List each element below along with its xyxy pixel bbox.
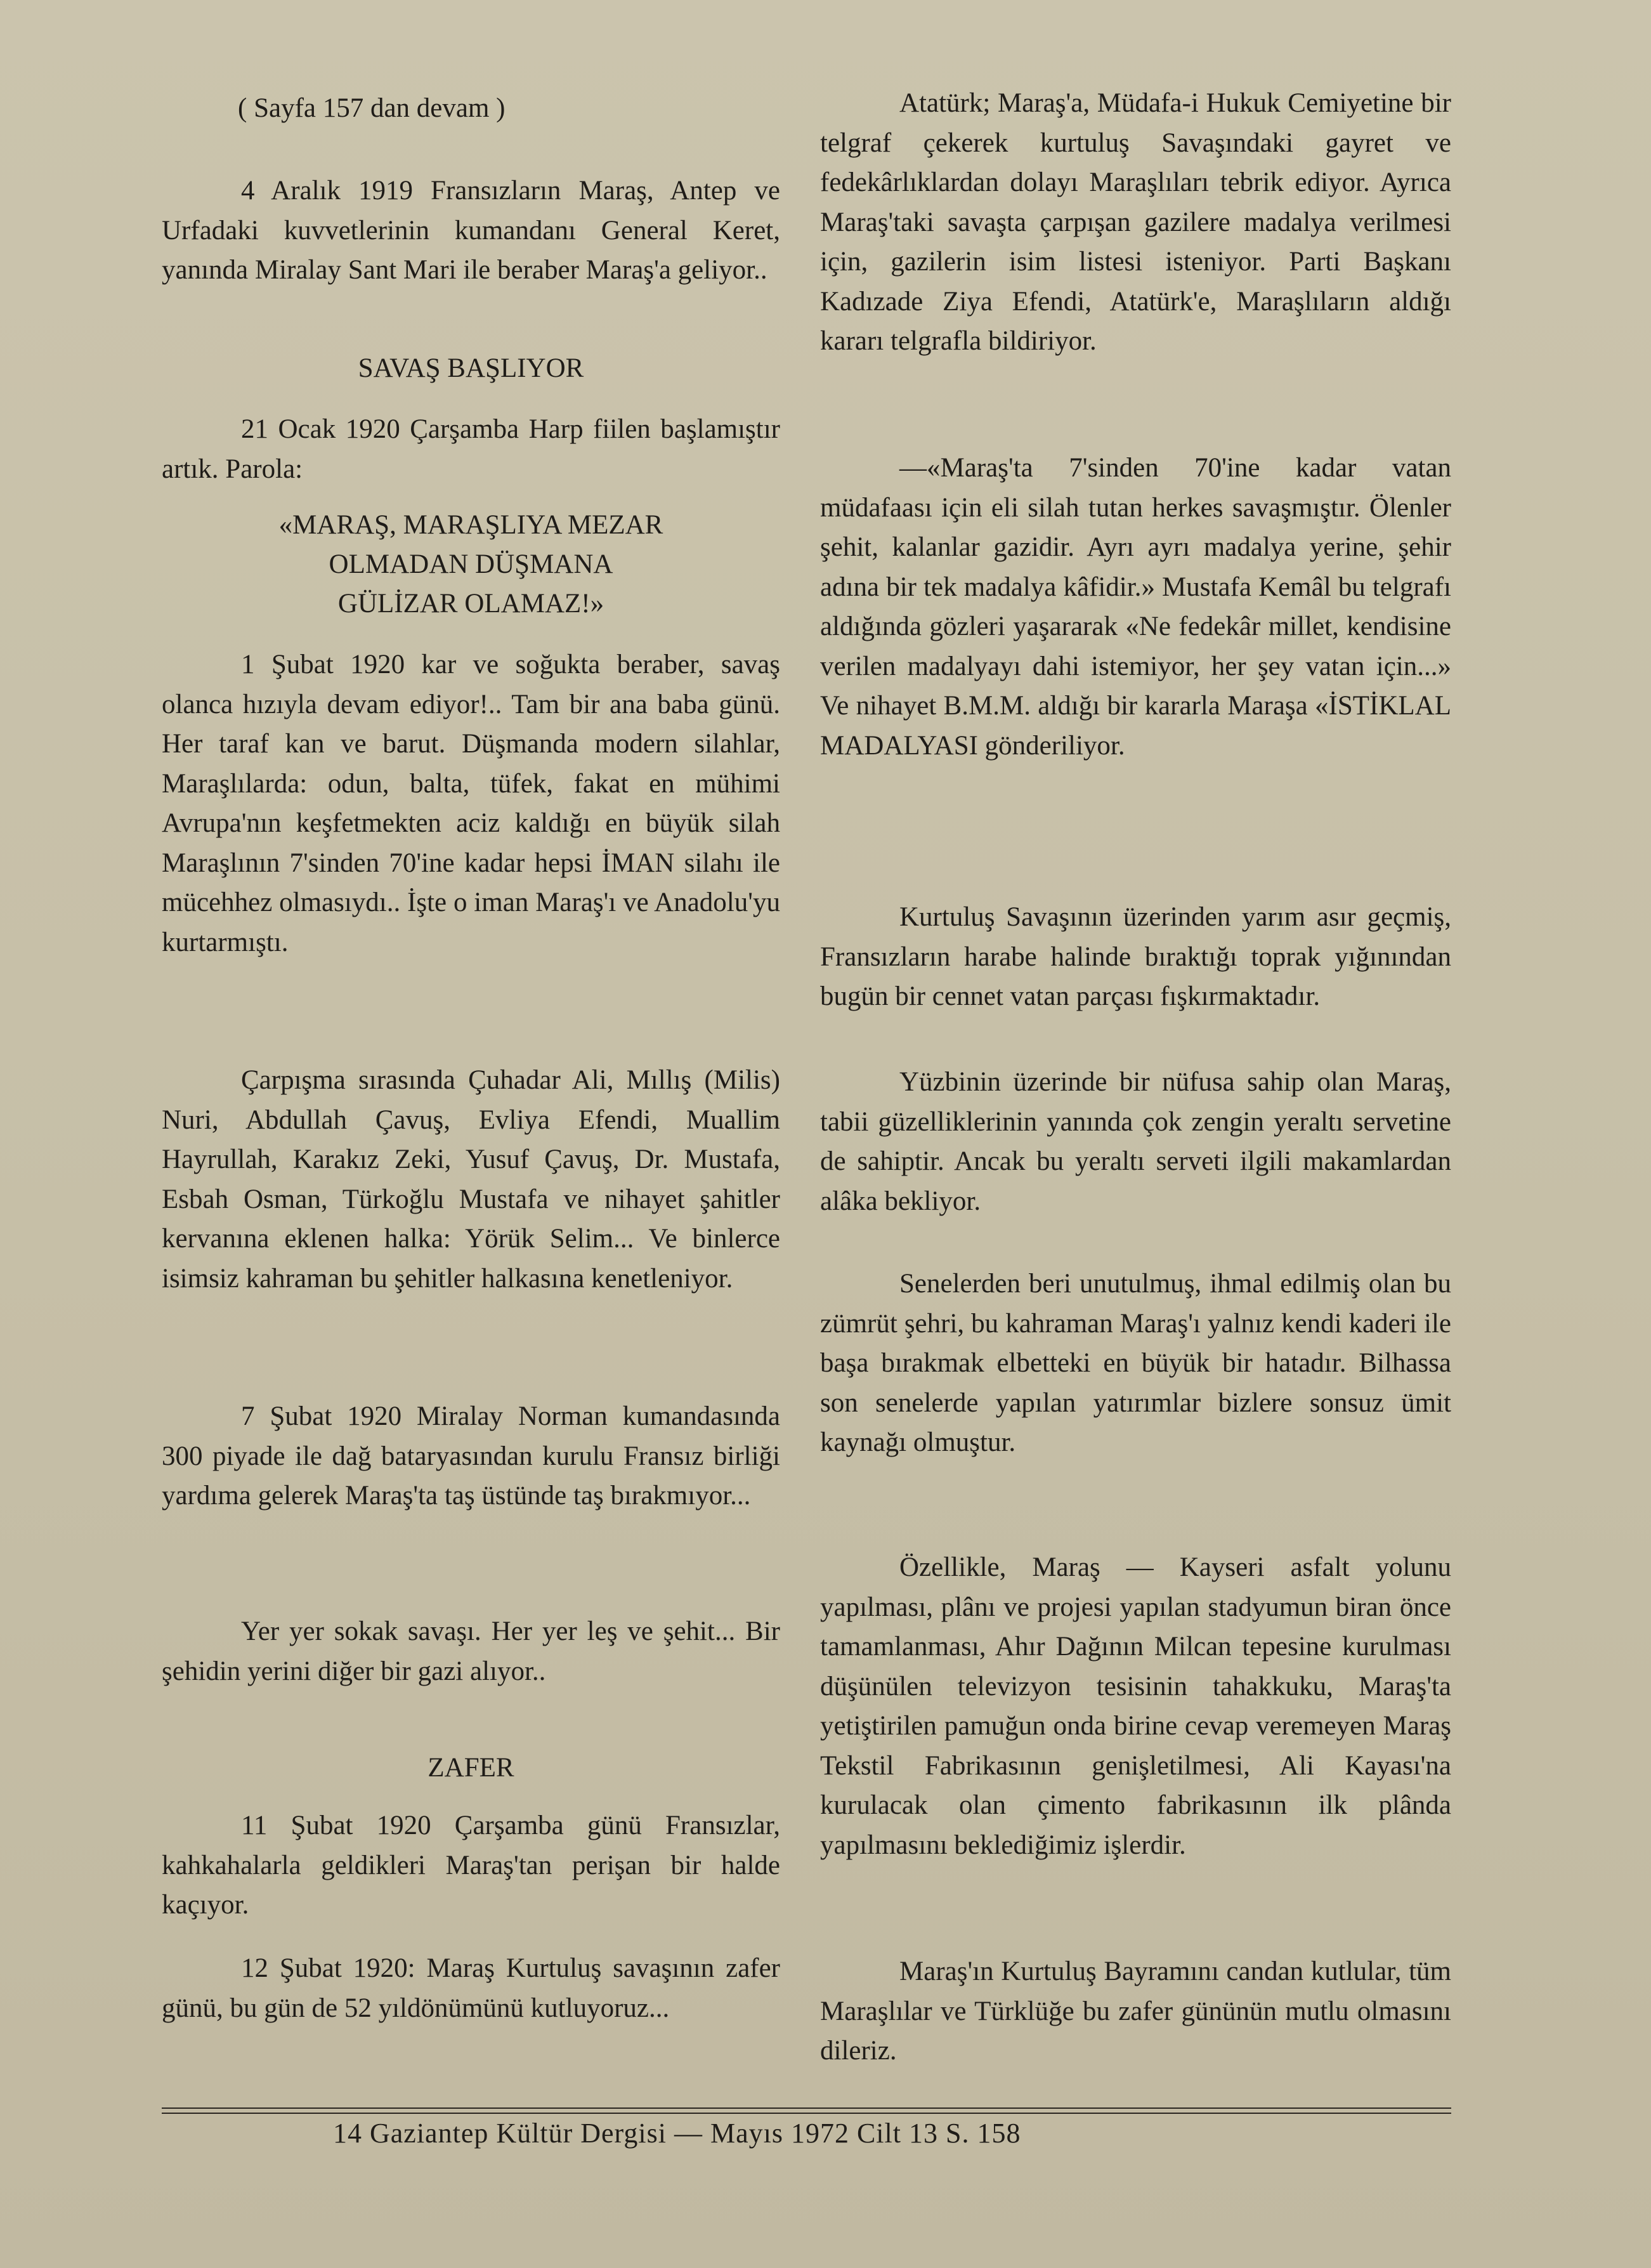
paragraph: Senelerden beri unutulmuş, ihmal edilmiş olan bu zümrüt şehri, bu kahraman Maraş'ı yalnız kendi kaderi ile başa bırakmak elbetteki en büyük bir hatadır. Bilhassa son senelerde yapılan yatırımlar bizlere sonsuz ümit kaynağı olmuştur.: [820, 1269, 1451, 1457]
slogan-line: «MARAŞ, MARAŞLIYA MEZAR: [278, 510, 663, 540]
paragraph: Özellikle, Maraş — Kayseri asfalt yolunu yapılması, plânı ve projesi yapılan stadyumun biran önce tamamlanması, Ahır Dağının Milcan tepesine kurulması düşünülen televizyon tesisinin tahakkuku, Maraş'ta yetiştirilen pamuğun onda birine cevap veremeyen Maraş Tekstil Fabrikasının genişletilmesi, Ali Kayası'na kurulacak olan çimento fabrikasının ilk plânda yapılmasını beklediğimiz işlerdir.: [820, 1552, 1451, 1860]
paragraph: 11 Şubat 1920 Çarşamba günü Fransızlar, kahkahalarla geldikleri Maraş'tan perişan bir halde kaçıyor.: [162, 1811, 780, 1920]
slogan-line: OLMADAN DÜŞMANA: [329, 549, 613, 579]
section-heading-savas: SAVAŞ BAŞLIYOR: [358, 353, 584, 383]
section-heading-zafer: ZAFER: [427, 1753, 514, 1783]
paragraph: 12 Şubat 1920: Maraş Kurtuluş savaşının zafer günü, bu gün de 52 yıldönümünü kutluyoruz...: [162, 1953, 780, 2023]
paragraph: 7 Şubat 1920 Miralay Norman kumandasında 300 piyade ile dağ bataryasından kurulu Fransız birliği yardıma gelerek Maraş'ta taş üstünde taş bırakmıyor...: [162, 1401, 780, 1511]
footer-rule: [162, 2107, 1451, 2114]
paragraph: Atatürk; Maraş'a, Müdafa-i Hukuk Cemiyetine bir telgraf çekerek kurtuluş Savaşındaki gayret ve fedekârlıklardan dolayı Maraşlıları tebrik ediyor. Ayrıca Maraş'taki savaşta çarpışan gazilere madalya verilmesi için, gazilerin isim listesi isteniyor. Parti Başkanı Kadızade Ziya Efendi, Atatürk'e, Maraşlıların aldığı kararı telgrafla bildiriyor.: [820, 88, 1451, 356]
paragraph: Kurtuluş Savaşının üzerinden yarım asır geçmiş, Fransızların harabe halinde bıraktığı toprak yığınından bugün bir cennet vatan parçası fışkırmaktadır.: [820, 902, 1451, 1011]
continuation-note: ( Sayfa 157 dan devam ): [238, 93, 506, 123]
paragraph: Yüzbinin üzerinde bir nüfusa sahip olan Maraş, tabii güzelliklerinin yanında çok zengin yeraltı servetine de sahiptir. Ancak bu yeraltı serveti ilgili makamlardan alâka bekliyor.: [820, 1067, 1451, 1216]
paragraph: 4 Aralık 1919 Fransızların Maraş, Antep ve Urfadaki kuvvetlerinin kumandanı General Keret, yanında Miralay Sant Mari ile beraber Maraş'a geliyor..: [162, 176, 780, 285]
paragraph: —«Maraş'ta 7'sinden 70'ine kadar vatan müdafaası için eli silah tutan herkes savaşmıştır. Ölenler şehit, kalanlar gazidir. Ayrı ayrı madalya yerine, şehir adına bir tek madalya kâfidir.» Mustafa Kemâl bu telgrafı aldığında gözleri yaşararak «Ne fedekâr millet, kendisine verilen madalyayı dahi istemiyor, her şey vatan için...» Ve nihayet B.M.M. aldığı bir kararla Maraşa «İSTİKLAL MADALYASI gönderiliyor.: [820, 453, 1451, 761]
paragraph: Maraş'ın Kurtuluş Bayramını candan kutlular, tüm Maraşlılar ve Türklüğe bu zafer gününün mutlu olmasını dileriz.: [820, 1957, 1451, 2066]
paragraph: Yer yer sokak savaşı. Her yer leş ve şehit... Bir şehidin yerini diğer bir gazi alıyor..: [162, 1616, 780, 1686]
paragraph: 1 Şubat 1920 kar ve soğukta beraber, savaş olanca hızıyla devam ediyor!.. Tam bir ana baba günü. Her taraf kan ve barut. Düşmanda modern silahlar, Maraşlılarda: odun, balta, tüfek, fakat en mühimi Avrupa'nın keşfetmekten aciz kaldığı en büyük silah Maraşlının 7'sinden 70'ine kadar hepsi İMAN silahı ile mücehhez olmasıydı.. İşte o iman Maraş'ı ve Anadolu'yu kurtarmıştı.: [162, 650, 780, 957]
paragraph: Çarpışma sırasında Çuhadar Ali, Mıllış (Milis) Nuri, Abdullah Çavuş, Evliya Efendi, Muallim Hayrullah, Karakız Zeki, Yusuf Çavuş, Dr. Mustafa, Esbah Osman, Türkoğlu Mustafa ve nihayet şahitler kervanına eklenen halka: Yörük Selim... Ve binlerce isimsiz kahraman bu şehitler halkasına kenetleniyor.: [162, 1065, 780, 1294]
slogan-line: GÜLİZAR OLAMAZ!»: [337, 589, 604, 619]
page-footer: 14 Gaziantep Kültür Dergisi — Mayıs 1972 Cilt 13 S. 158: [333, 2118, 1021, 2149]
paragraph: 21 Ocak 1920 Çarşamba Harp fiilen başlamıştır artık. Parola:: [162, 414, 780, 484]
